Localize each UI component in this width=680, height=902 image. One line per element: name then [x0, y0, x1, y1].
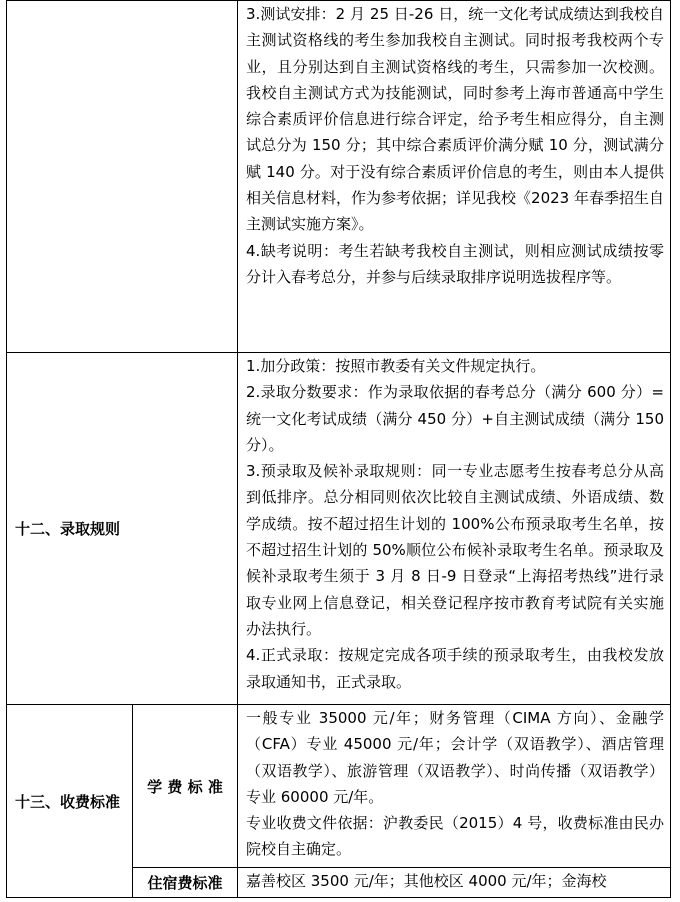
accommodation-fees-text: 嘉善校区 3500 元/年；其他校区 4000 元/年；金海校 — [246, 872, 607, 890]
tuition-label: 学 费 标 准 — [133, 705, 238, 868]
accommodation-content — [238, 868, 671, 898]
fee-standard-label: 十三、收费标准 — [7, 705, 133, 898]
tuition-content — [238, 705, 671, 868]
admission-rules-row — [7, 353, 671, 705]
pre-admission-rules-paragraph: 3.预录取及候补录取规则：同一专业志愿考生按春考总分从高到低排序。总分相同则依次比较自主测试成绩、外语成绩、数学成绩。按不超过招生计划的 100%公布预录取考生名单，按不超过招生计划的 50%顺位公布候补录取考生名单。预录取及候补录取考生须于 3 月 8 日-9 日登录“上海招考热线”进行录取专业网上信息登记，相关登记程序按市教育考试院有关实施办法执行。 — [246, 462, 664, 638]
admission-info-table — [6, 0, 671, 898]
admission-rules-content — [238, 353, 671, 705]
formal-admission-paragraph: 4.正式录取：按规定完成各项手续的预录取考生，由我校发放录取通知书，正式录取。 — [246, 646, 664, 691]
tuition-fees-paragraph: 一般专业 35000 元/年；财务管理（CIMA 方向）、金融学（CFA）专业 45000 元/年；会计学（双语教学）、酒店管理（双语教学）、旅游管理（双语教学）、时尚传播（双语教学）专业 60000 元/年。 — [246, 709, 664, 806]
score-requirement-paragraph: 2.录取分数要求：作为录取依据的春考总分（满分 600 分）=统一文化考试成绩（满分 450 分）+自主测试成绩（满分 150 分）。 — [246, 383, 664, 454]
bonus-policy-paragraph: 1.加分政策：按照市教委有关文件规定执行。 — [246, 357, 546, 375]
empty-label-cell — [7, 1, 238, 353]
test-arrangement-row — [7, 1, 671, 353]
test-arrangement-content — [238, 1, 671, 353]
fee-basis-paragraph: 专业收费文件依据：沪教委民（2015）4 号，收费标准由民办院校自主确定。 — [246, 814, 664, 859]
tuition-row — [7, 705, 671, 868]
admission-rules-label: 十二、录取规则 — [7, 353, 238, 705]
accommodation-label: 住宿费标准 — [133, 868, 238, 898]
test-arrangement-paragraph: 3.测试安排：2 月 25 日-26 日，统一文化考试成绩达到我校自主测试资格线的考生参加我校自主测试。同时报考我校两个专业，且分别达到自主测试资格线的考生，只需参加一次校测。我校自主测试方式为技能测试，同时参考上海市普通高中学生综合素质评价信息进行综合评定，给予考生相应得分，自主测试总分为 150 分；其中综合素质评价满分赋 10 分，测试满分赋 140 分。对于没有综合素质评价信息的考生，则由本人提供相关信息材料，作为参考依据；详见我校《2023 年春季招生自主测试实施方案》。 — [246, 5, 664, 234]
absence-note-paragraph: 4.缺考说明：考生若缺考我校自主测试，则相应测试成绩按零分计入春考总分，并参与后续录取排序说明选拔程序等。 — [246, 241, 664, 286]
